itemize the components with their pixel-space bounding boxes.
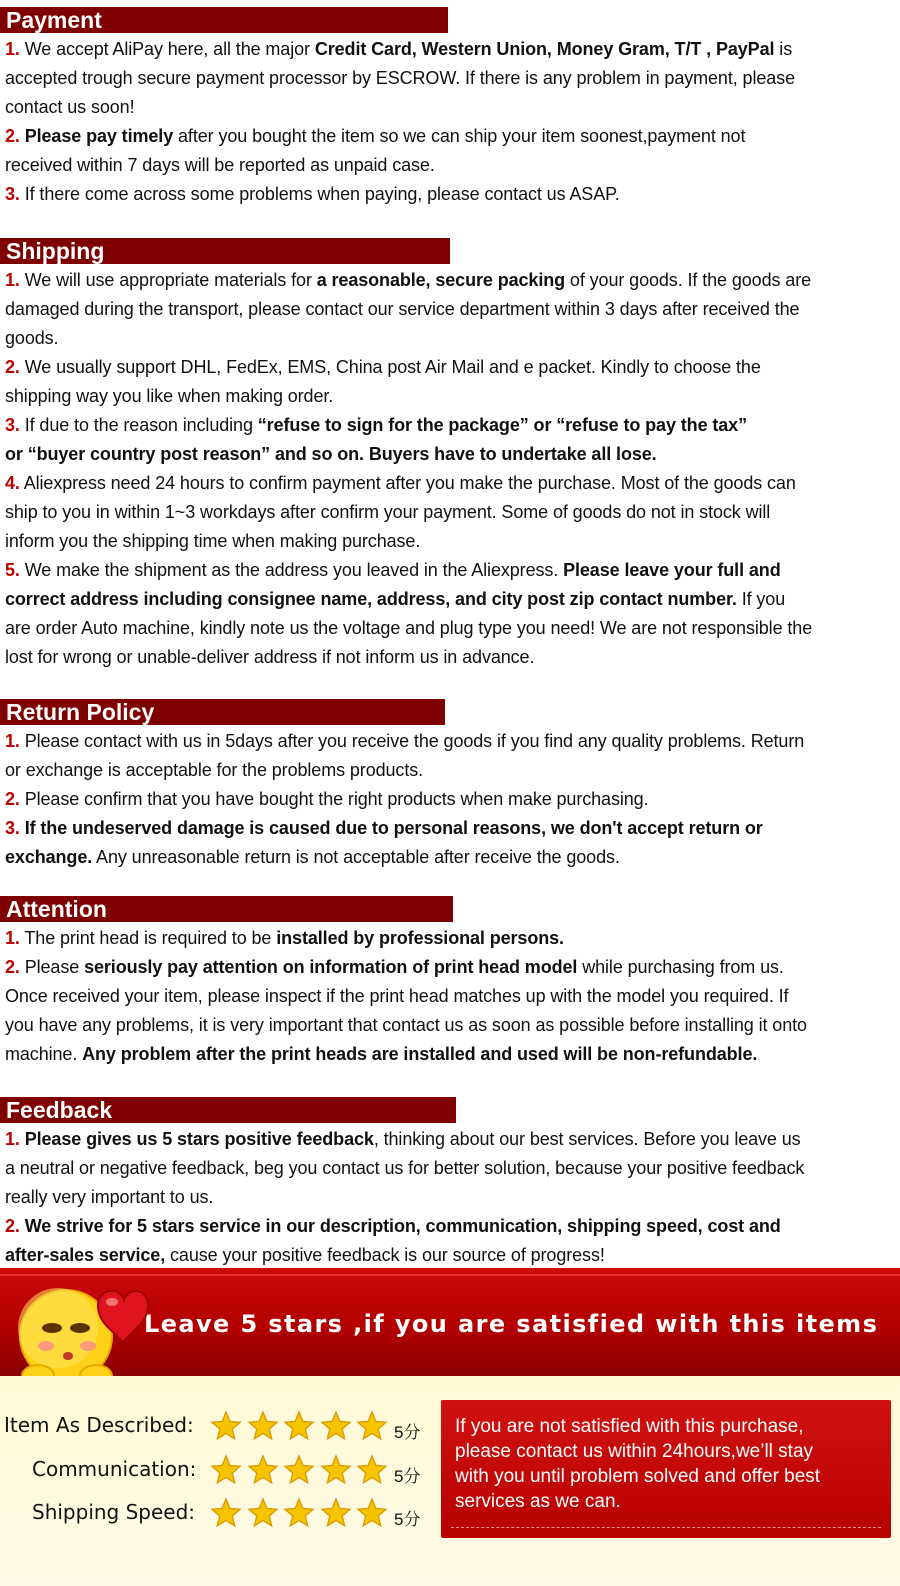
star-icon [247, 1497, 279, 1529]
list-item [0, 1212, 900, 1270]
item-text: Please [19, 957, 85, 977]
contact-notice-box [441, 1400, 891, 1538]
star-icon [283, 1410, 315, 1442]
list-item [0, 353, 900, 411]
section-header-payment: Payment [0, 7, 448, 33]
attention-items [0, 924, 900, 1069]
star-icon [320, 1497, 352, 1529]
star-icon [320, 1410, 352, 1442]
item-text-bold: “refuse to sign for the package” or “refuse to pay the tax” or “buyer country post reason” and so on. Buyers have to undertake all lose. [5, 415, 747, 464]
list-item [0, 1125, 900, 1212]
list-item [0, 411, 900, 469]
feedback-items [0, 1125, 900, 1270]
payment-section [0, 7, 900, 209]
attention-section [0, 896, 900, 1069]
item-text-bold: installed by professional persons. [276, 928, 564, 948]
section-header-attention: Attention [0, 896, 453, 922]
item-number: 1. [5, 731, 20, 751]
item-text: Aliexpress need 24 hours to confirm payment after you make the purchase. Most of the goods can ship to you in within 1~3 workdays after confirm your payment. Some of goods do not in stock will inform you the shipping time when making purchase. [5, 473, 796, 551]
item-text: Please confirm that you have bought the right products when make purchasing. [19, 789, 649, 809]
rating-score: 5分 [394, 1467, 421, 1486]
star-icon [247, 1410, 279, 1442]
item-text: If there come across some problems when paying, please contact us ASAP. [19, 184, 620, 204]
item-text: Please contact with us in 5days after you receive the goods if you find any quality problems. Return or exchange is acceptable for the problems products. [5, 731, 805, 780]
payment-items [0, 35, 900, 209]
list-item [0, 727, 900, 785]
item-number: 1. [5, 270, 20, 290]
list-item [0, 469, 900, 556]
item-text: cause your positive feedback is our source of progress! [165, 1245, 605, 1265]
return-policy-section [0, 699, 900, 872]
shipping-items [0, 266, 900, 672]
feedback-section [0, 1097, 900, 1270]
item-text: We usually support DHL, FedEx, EMS, China post Air Mail and e packet. Kindly to choose the shipping way you like when making order. [5, 357, 761, 406]
item-text-bold: a reasonable, secure packing [316, 270, 566, 290]
star-icon [210, 1454, 242, 1486]
rating-score: 5分 [394, 1510, 421, 1529]
star-icon [356, 1454, 388, 1486]
item-text-bold: Any problem after the print heads are installed and used will be non-refundable. [82, 1044, 758, 1064]
item-number: 3. [5, 818, 20, 838]
item-number: 2. [5, 126, 20, 146]
star-icon [283, 1454, 315, 1486]
list-item [0, 266, 900, 353]
list-item [0, 953, 900, 1069]
banner-headline: Leave 5 stars ,if you are satisfied with this items [144, 1310, 879, 1338]
list-item [0, 814, 900, 872]
item-text: We accept AliPay here, all the major [19, 39, 315, 59]
return-policy-items [0, 727, 900, 872]
item-number: 2. [5, 357, 20, 377]
section-header-return-policy: Return Policy [0, 699, 445, 725]
item-number: 3. [5, 415, 20, 435]
list-item [0, 785, 900, 814]
rating-row-item-as-described [0, 1409, 440, 1443]
item-number: 4. [5, 473, 20, 493]
item-text-bold: Please gives us 5 stars positive feedback [24, 1129, 374, 1149]
item-text: of your goods. If the goods are damaged during the transport, please contact our service department within 3 days after received the goods. [5, 270, 811, 348]
feedback-banner [0, 1268, 900, 1586]
section-header-shipping: Shipping [0, 238, 450, 264]
item-text: while purchasing from us. Once received your item, please inspect if the print head matches up with the model you required. If you have any problems, it is very important that contact us as soon as possible before installing it onto machine. [5, 957, 807, 1064]
rating-row-communication [0, 1453, 440, 1487]
star-icon [210, 1410, 242, 1442]
star-icon [247, 1454, 279, 1486]
notice-dashed-line [451, 1527, 881, 1528]
rating-score: 5分 [394, 1423, 421, 1442]
list-item [0, 556, 900, 672]
rating-label: Communication: [32, 1457, 197, 1481]
list-item [0, 924, 900, 953]
item-text-bold: seriously pay attention on information of print head model [84, 957, 578, 977]
item-text: , thinking about our best services. Before you leave us a neutral or negative feedback, beg you contact us for better solution, because your positive feedback really very important to us. [5, 1129, 805, 1207]
item-number: 1. [5, 928, 20, 948]
item-text-bold: Credit Card, Western Union, Money Gram, T/T , PayPal [314, 39, 775, 59]
item-text: If you are order Auto machine, kindly note us the voltage and plug type you need! We are not responsible the lost for wrong or unable-deliver address if not inform us in advance. [5, 589, 813, 667]
star-icon [210, 1497, 242, 1529]
star-icon [356, 1497, 388, 1529]
item-text: is accepted trough secure payment processor by ESCROW. If there is any problem in payment, please contact us soon! [5, 39, 795, 117]
item-number: 1. [5, 1129, 20, 1149]
item-text: We will use appropriate materials for [19, 270, 317, 290]
star-icon [320, 1454, 352, 1486]
item-number: 5. [5, 560, 20, 580]
star-icon [356, 1410, 388, 1442]
contact-notice-text: If you are not satisfied with this purchase, please contact us within 24hours,we’ll stay with you until problem solved and offer best services as we can. [455, 1416, 821, 1512]
list-item [0, 122, 900, 180]
item-number: 2. [5, 1216, 20, 1236]
item-text-bold: We strive for 5 stars service in our description, communication, shipping speed, cost and after-sales service, [5, 1216, 781, 1265]
section-header-feedback: Feedback [0, 1097, 456, 1123]
item-number: 2. [5, 789, 20, 809]
item-text-bold: Please leave your full and correct address including consignee name, address, and city post zip contact number. [5, 560, 781, 609]
rating-label: Item As Described: [4, 1413, 194, 1437]
item-text: The print head is required to be [19, 928, 277, 948]
item-text-bold: If the undeserved damage is caused due to personal reasons, we don't accept return or exchange. [5, 818, 763, 867]
item-text-bold: Please pay timely [24, 126, 174, 146]
item-text: If due to the reason including [19, 415, 258, 435]
list-item [0, 180, 900, 209]
star-icon [283, 1497, 315, 1529]
item-number: 3. [5, 184, 20, 204]
rating-label: Shipping Speed: [32, 1500, 196, 1524]
item-text: after you bought the item so we can ship your item soonest,payment not received within 7 days will be reported as unpaid case. [5, 126, 746, 175]
item-number: 1. [5, 39, 20, 59]
item-text: We make the shipment as the address you leaved in the Aliexpress. [19, 560, 564, 580]
list-item [0, 35, 900, 122]
item-number: 2. [5, 957, 20, 977]
rating-row-shipping-speed [0, 1496, 440, 1530]
shipping-section [0, 238, 900, 672]
item-text: Any unreasonable return is not acceptable after receive the goods. [92, 847, 620, 867]
